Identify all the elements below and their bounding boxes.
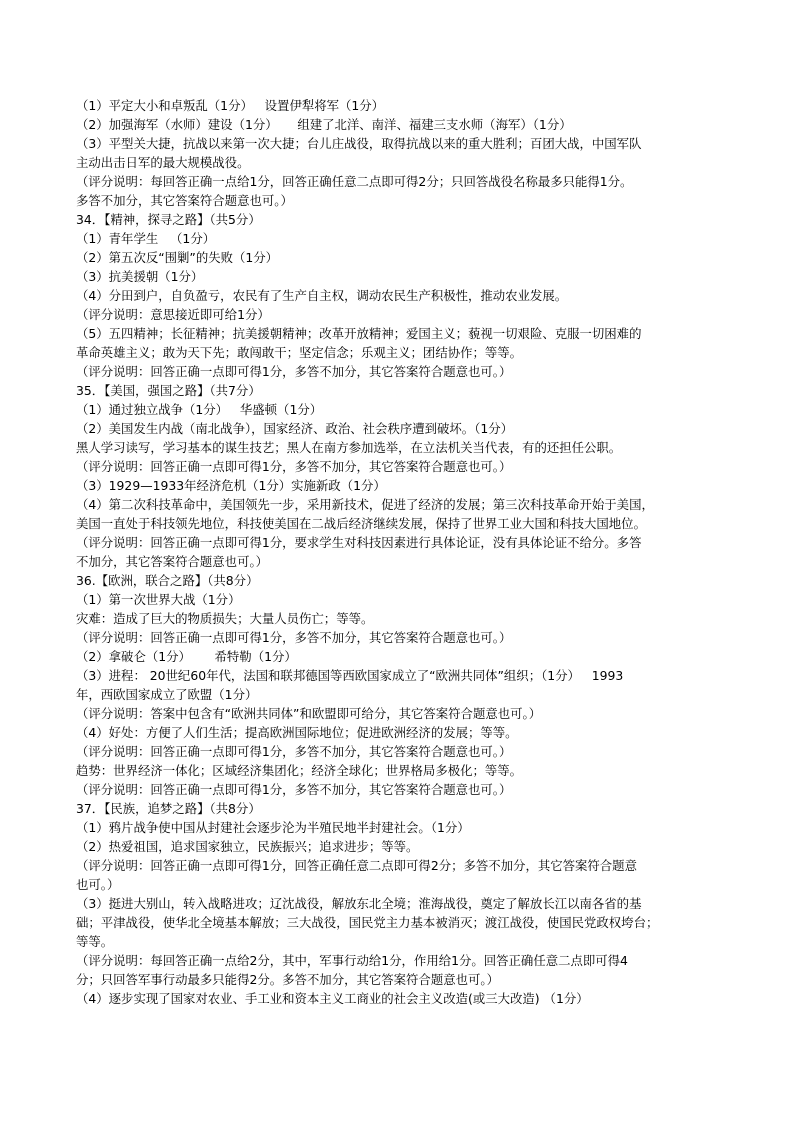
text-line: （2）加强海军（水师）建设（1分） 组建了北洋、南洋、福建三支水师（海军）（1分）	[76, 117, 572, 132]
text-line: （2）热爱祖国，追求国家独立，民族振兴；追求进步；等等。	[76, 839, 419, 854]
text-line: 等等。	[76, 934, 114, 949]
text-line: （4）第二次科技革命中，美国领先一步，采用新技术，促进了经济的发展；第三次科技革命开始于美国，	[76, 497, 654, 512]
text-line: （2）第五次反“围剿”的失败（1分）	[76, 250, 279, 265]
text-line: （5）五四精神；长征精神；抗美援朝精神；改革开放精神；爱国主义；藐视一切艰险、克服一切困难的	[76, 326, 642, 341]
text-line: （评分说明：回答正确一点即可得1分，要求学生对科技因素进行具体论证，没有具体论证不给分。多答	[76, 535, 642, 550]
text-line: 36.【欧洲，联合之路】（共8分）	[76, 573, 259, 588]
text-line: （评分说明：每回答正确一点给1分，回答正确任意二点即可得2分；只回答战役名称最多只能得1分。	[76, 174, 633, 189]
text-line: （评分说明：回答正确一点即可得1分，多答不加分，其它答案符合题意也可。）	[76, 744, 512, 759]
text-line: （3）抗美援朝（1分）	[76, 269, 204, 284]
text-line: 主动出击日军的最大规模战役。	[76, 155, 250, 170]
text-line: 分；只回答军事行动最多只能得2分。多答不加分，其它答案符合题意也可。）	[76, 972, 499, 987]
text-line: （1）第一次世界大战（1分）	[76, 592, 241, 607]
text-line: 美国一直处于科技领先地位，科技使美国在二战后经济继续发展，保持了世界工业大国和科技大国地位。	[76, 516, 646, 531]
text-line: （4）分田到户，自负盈亏，农民有了生产自主权，调动农民生产积极性，推动农业发展。	[76, 288, 568, 303]
text-line: （评分说明：每回答正确一点给2分，其中，军事行动给1分，作用给1分。回答正确任意二点即可得4	[76, 953, 628, 968]
text-line: （3）挺进大别山，转入战略进攻；辽沈战役，解放东北全境；淮海战役，奠定了解放长江以南各省的基	[76, 896, 642, 911]
text-line: 多答不加分，其它答案符合题意也可。）	[76, 193, 293, 208]
text-line: （评分说明：意思接近即可给1分）	[76, 307, 270, 322]
text-line: 革命英雄主义；敢为天下先；敢闯敢干；坚定信念；乐观主义；团结协作；等等。	[76, 345, 523, 360]
text-line: （1）鸦片战争使中国从封建社会逐步沦为半殖民地半封建社会。（1分）	[76, 820, 470, 835]
text-line: （1）通过独立战争（1分） 华盛顿（1分）	[76, 402, 323, 417]
answer-document	[76, 96, 736, 1008]
text-line: （评分说明：回答正确一点即可得1分，回答正确任意二点即可得2分；多答不加分，其它答案符合题意	[76, 858, 637, 873]
text-line: 趋势：世界经济一体化；区域经济集团化；经济全球化；世界格局多极化；等等。	[76, 763, 523, 778]
text-line: 35．【美国，强国之路】（共7分）	[76, 383, 261, 398]
text-line: 黑人学习读写，学习基本的谋生技艺；黑人在南方参加选举，在立法机关当代表，有的还担任公职。	[76, 440, 622, 455]
text-line: （1）平定大小和卓叛乱（1分） 设置伊犁将军（1分）	[76, 98, 385, 113]
text-line: （评分说明：回答正确一点即可得1分，多答不加分，其它答案符合题意也可。）	[76, 782, 512, 797]
text-line: （4）好处：方便了人们生活；提高欧洲国际地位；促进欧洲经济的发展；等等。	[76, 725, 518, 740]
text-line: （3）平型关大捷，抗战以来第一次大捷；台儿庄战役，取得抗战以来的重大胜利；百团大战，中国军队	[76, 136, 642, 151]
text-line: （3）进程： 20世纪60年代，法国和联邦德国等西欧国家成立了“欧洲共同体”组织；（1分） 1993	[76, 668, 624, 683]
text-line: （3）1929—1933年经济危机（1分）实施新政（1分）	[76, 478, 386, 493]
text-line: （评分说明：答案中包含有“欧洲共同体”和欧盟即可给分，其它答案符合题意也可。）	[76, 706, 542, 721]
text-line: （1）青年学生 （1分）	[76, 231, 216, 246]
text-line: 34．【精神，探寻之路】（共5分）	[76, 212, 261, 227]
text-line: 年，西欧国家成立了欧盟（1分）	[76, 687, 258, 702]
text-line: 37．【民族，追梦之路】（共8分）	[76, 801, 261, 816]
text-line: 也可。）	[76, 877, 120, 892]
text-line: 灾难：造成了巨大的物质损失；大量人员伤亡；等等。	[76, 611, 374, 626]
text-line: （2）美国发生内战（南北战争），国家经济、政治、社会秩序遭到破坏。（1分）	[76, 421, 514, 436]
text-line: （4）逐步实现了国家对农业、手工业和资本主义工商业的社会主义改造(或三大改造) （1分）	[76, 991, 589, 1006]
text-line: （2）拿破仑（1分） 希特勒（1分）	[76, 649, 297, 664]
text-line: （评分说明：回答正确一点即可得1分，多答不加分，其它答案符合题意也可。）	[76, 459, 512, 474]
text-line: （评分说明：回答正确一点即可得1分，多答不加分，其它答案符合题意也可。）	[76, 630, 512, 645]
text-line: 础；平津战役，使华北全境基本解放；三大战役，国民党主力基本被消灭；渡江战役，使国民党政权垮台；	[76, 915, 659, 930]
text-line: 不加分，其它答案符合题意也可。）	[76, 554, 269, 569]
text-line: （评分说明：回答正确一点即可得1分，多答不加分，其它答案符合题意也可。）	[76, 364, 512, 379]
